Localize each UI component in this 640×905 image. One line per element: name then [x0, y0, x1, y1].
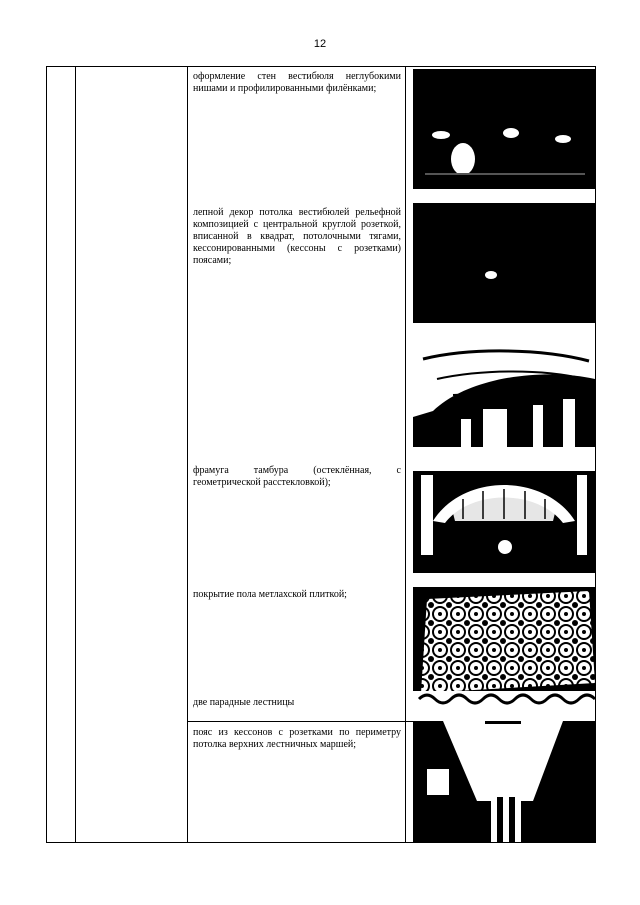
ceiling-rosette-photo — [413, 203, 595, 323]
item-wall-niches: оформление стен вестибюля неглубокими нишами и профилированными филёнками; — [193, 71, 401, 94]
item-staircases: две парадные лестницы — [193, 697, 295, 708]
ceiling-beams-photo — [413, 339, 595, 447]
item-transom: фрамуга тамбура (остеклённая, с геометрической расстекловкой); — [193, 465, 401, 488]
item-staircase-ceiling: пояс из кессонов с розетками по периметру потолка верхних лестничных маршей; — [193, 727, 401, 750]
floor-tile-photo — [413, 587, 595, 707]
column-divider-2 — [187, 67, 188, 842]
transom-photo — [413, 461, 595, 573]
column-divider-3 — [405, 67, 406, 842]
staircase-ceiling-photo — [413, 721, 595, 842]
column-divider-1 — [75, 67, 76, 842]
item-floor-tiles: покрытие пола метлахской плиткой; — [193, 589, 347, 600]
document-table — [46, 66, 596, 843]
page-number: 12 — [313, 38, 327, 50]
vestibule-niches-photo — [413, 69, 595, 189]
item-ceiling-decor: лепной декор потолка вестибюлей рельефной композицией с центральной круглой розеткой, вписанной в квадрат, потолочными тягами, кессонированными (кессоны с розетками) поясами; — [193, 207, 401, 266]
